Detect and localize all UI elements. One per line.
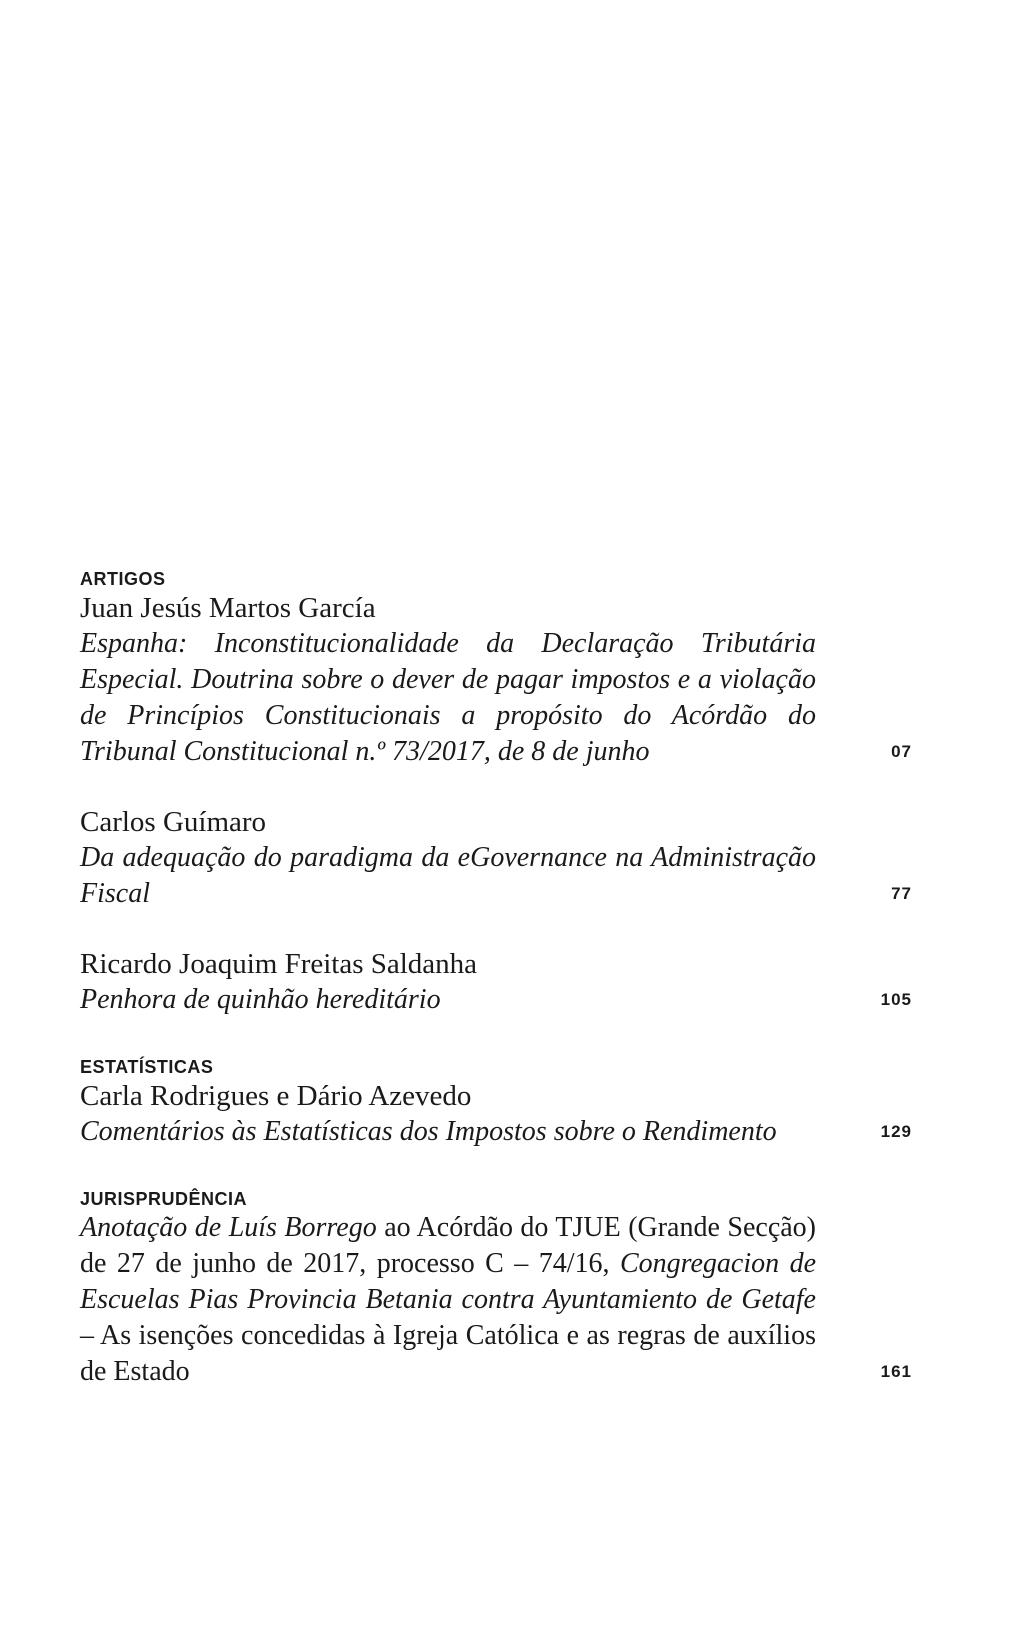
entry-title: Penhora de quinhão hereditário xyxy=(80,984,441,1015)
entry-title: Da adequação do paradigma da eGovernance na Administração Fiscal xyxy=(80,842,816,909)
toc-entry xyxy=(80,1078,912,1150)
entry-author: Carlos Guímaro xyxy=(80,806,267,838)
toc-entry xyxy=(80,1210,912,1390)
section-heading-estatisticas: ESTATÍSTICAS xyxy=(80,1057,214,1077)
entry-page-number: 129 xyxy=(880,1122,912,1141)
ruling-reference: ao Acórdão do TJUE (Grande Secção) de 27 de junho de 2017, processo C – 74/16, xyxy=(80,1212,816,1279)
entry-page-number: 07 xyxy=(891,742,912,761)
toc-entry xyxy=(80,590,912,770)
entry-page-number: 105 xyxy=(880,990,912,1009)
entry-title: Comentários às Estatísticas dos Impostos sobre o Rendimento xyxy=(80,1116,777,1147)
entry-page-number: 77 xyxy=(891,884,912,903)
jurisprudence-text xyxy=(80,1210,816,1390)
case-name: Congregacion de Escuelas Pias Provincia Betania contra Ayuntamiento de Getafe xyxy=(80,1248,816,1315)
entry-author: Juan Jesús Martos García xyxy=(80,592,376,624)
toc-entry xyxy=(80,946,912,1018)
entry-page-number: 161 xyxy=(880,1362,912,1381)
table-of-contents xyxy=(80,568,912,1390)
section-heading-artigos: ARTIGOS xyxy=(80,569,166,589)
entry-title: Espanha: Inconstitucionalidade da Declaração Tributária Especial. Doutrina sobre o dever de pagar impostos e a violação de Princípios Constitucionais a propósito do Acórdão do Tribunal Constitucional n.º 73/2017, de 8 de junho xyxy=(80,628,816,767)
entry-author: Carla Rodrigues e Dário Azevedo xyxy=(80,1080,472,1112)
annotation-author: Anotação de Luís Borrego xyxy=(80,1212,377,1243)
toc-entry xyxy=(80,804,912,912)
ruling-subject: – As isenções concedidas à Igreja Católica e as regras de auxílios de Estado xyxy=(80,1320,816,1387)
entry-author: Ricardo Joaquim Freitas Saldanha xyxy=(80,948,478,980)
section-heading-jurisprudencia: JURISPRUDÊNCIA xyxy=(80,1189,248,1209)
